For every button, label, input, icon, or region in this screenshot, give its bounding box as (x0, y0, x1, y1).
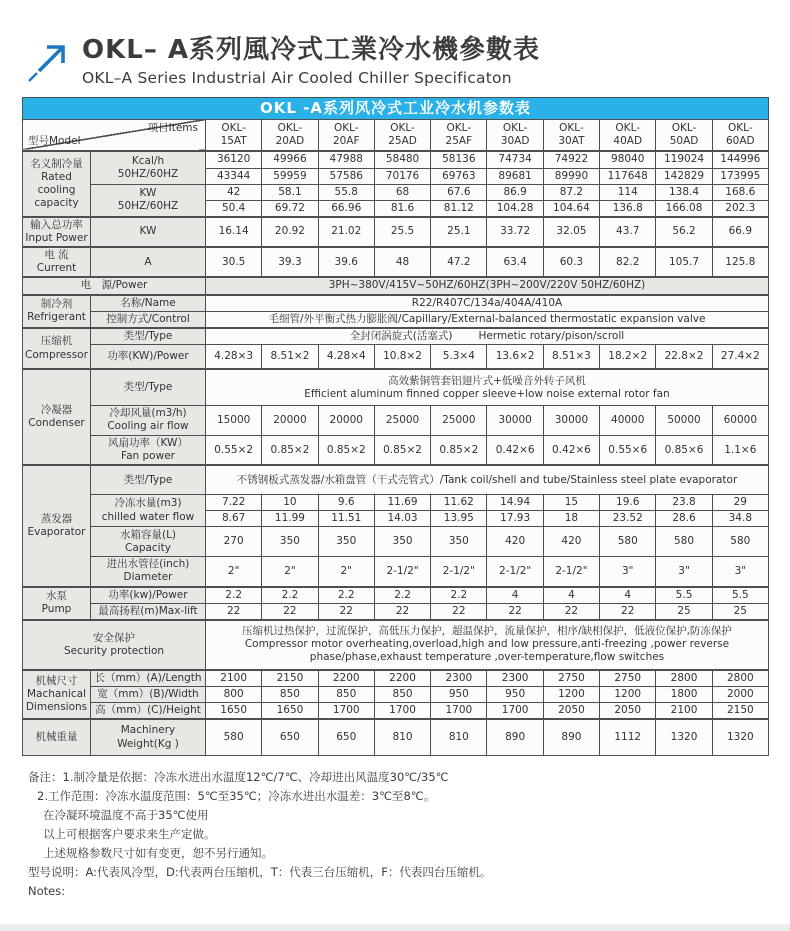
value-cell: 22 (374, 603, 430, 620)
row-item-label: Machinery Weight(Kg ) (91, 719, 206, 755)
table-row (23, 344, 769, 369)
row-item-label: Kcal/h 50HZ/60HZ (91, 151, 206, 184)
model-column-header: OKL- 15AT (206, 119, 262, 151)
value-cell: 15 (543, 494, 599, 510)
bottom-strip (0, 924, 790, 931)
value-cell: 1320 (712, 719, 768, 755)
value-cell: 125.8 (712, 247, 768, 277)
row-item-label: 类型/Type (91, 465, 206, 494)
value-cell: 5.5 (712, 587, 768, 604)
row-group-label: 蒸发器 Evaporator (23, 465, 91, 586)
row-group-label: 压缩机 Compressor (23, 328, 91, 370)
value-cell: 2" (262, 557, 318, 587)
value-cell: 30000 (487, 405, 543, 435)
document-header (0, 0, 790, 87)
value-cell: 25 (656, 603, 712, 620)
value-cell: 23.52 (600, 511, 656, 527)
row-group-label: 制冷剂 Refrigerant (23, 295, 91, 328)
value-cell: 1112 (600, 719, 656, 755)
note-line: 型号说明：A:代表风冷型，D:代表两台压缩机，T：代表三台压缩机，F：代表四台压缩机。 (28, 864, 492, 879)
row-item-label: KW 50HZ/60HZ (91, 184, 206, 217)
table-row (23, 527, 769, 557)
value-cell: 1650 (262, 703, 318, 720)
value-cell: 2-1/2" (487, 557, 543, 587)
value-cell: 0.55×6 (600, 435, 656, 465)
value-cell: 2800 (656, 670, 712, 687)
corner-cell (23, 119, 206, 151)
value-cell: 138.4 (656, 184, 712, 200)
merged-value-cell: 毛细管/外平衡式热力膨胀阀/Capillary/External-balanced thermostatic expansion valve (206, 311, 769, 328)
value-cell: 30.5 (206, 247, 262, 277)
value-cell: 0.85×2 (374, 435, 430, 465)
value-cell: 890 (543, 719, 599, 755)
table-row (23, 311, 769, 328)
row-item-label: 类型/Type (91, 328, 206, 345)
table-row (23, 620, 769, 670)
value-cell: 23.8 (656, 494, 712, 510)
row-item-label: 控制方式/Control (91, 311, 206, 328)
notes (28, 768, 790, 901)
table-row (23, 405, 769, 435)
row-item-label: 功率(KW)/Power (91, 344, 206, 369)
value-cell: 18 (543, 511, 599, 527)
row-item-label: 最高扬程(m)Max-lift (91, 603, 206, 620)
value-cell: 10 (262, 494, 318, 510)
value-cell: 39.3 (262, 247, 318, 277)
value-cell: 117648 (600, 168, 656, 184)
value-cell: 166.08 (656, 200, 712, 217)
model-column-header: OKL- 25AD (374, 119, 430, 151)
row-group-label: 电 源/Power (23, 277, 206, 294)
table-row (23, 217, 769, 247)
value-cell: 5.3×4 (431, 344, 487, 369)
corner-model-label: 型号Model (28, 135, 81, 148)
table-row (23, 151, 769, 168)
model-column-header: OKL- 20AD (262, 119, 318, 151)
value-cell: 10.8×2 (374, 344, 430, 369)
value-cell: 2.2 (374, 587, 430, 604)
value-cell: 350 (374, 527, 430, 557)
merged-value-cell: R22/R407C/134a/404A/410A (206, 295, 769, 312)
page-title: OKL– A系列風冷式工業冷水機參數表 (82, 35, 540, 65)
value-cell: 36120 (206, 151, 262, 168)
value-cell: 5.5 (656, 587, 712, 604)
value-cell: 15000 (206, 405, 262, 435)
value-cell: 11.62 (431, 494, 487, 510)
value-cell: 104.28 (487, 200, 543, 217)
value-cell: 13.6×2 (487, 344, 543, 369)
value-cell: 40000 (600, 405, 656, 435)
value-cell: 650 (262, 719, 318, 755)
value-cell: 58480 (374, 151, 430, 168)
model-header-row (23, 119, 769, 151)
value-cell: 2.2 (318, 587, 374, 604)
value-cell: 25000 (431, 405, 487, 435)
value-cell: 0.85×2 (318, 435, 374, 465)
value-cell: 950 (431, 687, 487, 703)
value-cell: 25000 (374, 405, 430, 435)
row-group-label: 冷凝器 Condenser (23, 369, 91, 465)
value-cell: 2750 (600, 670, 656, 687)
value-cell: 4.28×4 (318, 344, 374, 369)
value-cell: 2150 (712, 703, 768, 720)
row-item-label: 高（mm）(C)/Height (91, 703, 206, 720)
value-cell: 22 (543, 603, 599, 620)
value-cell: 2050 (600, 703, 656, 720)
table-row (23, 277, 769, 294)
value-cell: 81.12 (431, 200, 487, 217)
value-cell: 2200 (374, 670, 430, 687)
banner-row (23, 97, 769, 119)
merged-value-cell: 全封闭涡旋式(活塞式) Hermetic rotary/pison/scroll (206, 328, 769, 345)
value-cell: 1700 (318, 703, 374, 720)
value-cell: 2" (318, 557, 374, 587)
value-cell: 59959 (262, 168, 318, 184)
table-row (23, 328, 769, 345)
value-cell: 1800 (656, 687, 712, 703)
note-line: 2.工作范围：冷冻水温度范围：5℃至35℃；冷冻水进出水温差：3℃至8℃。 (37, 788, 436, 803)
value-cell: 4 (600, 587, 656, 604)
table-row (23, 603, 769, 620)
value-cell: 2300 (431, 670, 487, 687)
row-group-label: 机械重量 (23, 719, 91, 755)
value-cell: 67.6 (431, 184, 487, 200)
model-column-header: OKL- 20AF (318, 119, 374, 151)
value-cell: 48 (374, 247, 430, 277)
model-column-header: OKL- 60AD (712, 119, 768, 151)
value-cell: 13.95 (431, 511, 487, 527)
value-cell: 29 (712, 494, 768, 510)
value-cell: 28.6 (656, 511, 712, 527)
value-cell: 82.2 (600, 247, 656, 277)
row-item-label: A (91, 247, 206, 277)
value-cell: 850 (374, 687, 430, 703)
value-cell: 22 (487, 603, 543, 620)
value-cell: 47988 (318, 151, 374, 168)
value-cell: 2.2 (206, 587, 262, 604)
value-cell: 1.1×6 (712, 435, 768, 465)
value-cell: 8.67 (206, 511, 262, 527)
value-cell: 3" (712, 557, 768, 587)
value-cell: 89681 (487, 168, 543, 184)
value-cell: 57586 (318, 168, 374, 184)
value-cell: 142829 (656, 168, 712, 184)
table-row (23, 295, 769, 312)
table-row (23, 465, 769, 494)
model-column-header: OKL- 50AD (656, 119, 712, 151)
value-cell: 20.92 (262, 217, 318, 247)
value-cell: 2-1/2" (543, 557, 599, 587)
row-item-label: 宽（mm）(B)/Width (91, 687, 206, 703)
value-cell: 2100 (206, 670, 262, 687)
value-cell: 890 (487, 719, 543, 755)
value-cell: 2050 (543, 703, 599, 720)
value-cell: 1700 (431, 703, 487, 720)
value-cell: 56.2 (656, 217, 712, 247)
value-cell: 47.2 (431, 247, 487, 277)
page-subtitle: OKL–A Series Industrial Air Cooled Chiller Specificaton (82, 68, 512, 87)
row-item-label: 类型/Type (91, 369, 206, 405)
value-cell: 420 (487, 527, 543, 557)
table-row (23, 494, 769, 510)
value-cell: 114 (600, 184, 656, 200)
value-cell: 43.7 (600, 217, 656, 247)
value-cell: 1700 (487, 703, 543, 720)
value-cell: 580 (712, 527, 768, 557)
value-cell: 22.8×2 (656, 344, 712, 369)
table-row (23, 687, 769, 703)
table-row (23, 369, 769, 405)
value-cell: 580 (600, 527, 656, 557)
value-cell: 800 (206, 687, 262, 703)
value-cell: 60.3 (543, 247, 599, 277)
row-item-label: 名称/Name (91, 295, 206, 312)
value-cell: 119024 (656, 151, 712, 168)
value-cell: 69.72 (262, 200, 318, 217)
value-cell: 89990 (543, 168, 599, 184)
table-row (23, 247, 769, 277)
value-cell: 70176 (374, 168, 430, 184)
value-cell: 0.55×2 (206, 435, 262, 465)
value-cell: 27.4×2 (712, 344, 768, 369)
value-cell: 270 (206, 527, 262, 557)
value-cell: 11.99 (262, 511, 318, 527)
value-cell: 4 (487, 587, 543, 604)
value-cell: 3" (600, 557, 656, 587)
spec-table (22, 97, 769, 756)
note-line: 以上可根据客户要求来生产定做。 (43, 826, 216, 841)
value-cell: 11.51 (318, 511, 374, 527)
value-cell: 350 (318, 527, 374, 557)
table-row (23, 587, 769, 604)
value-cell: 420 (543, 527, 599, 557)
value-cell: 350 (262, 527, 318, 557)
value-cell: 810 (431, 719, 487, 755)
table-row (23, 670, 769, 687)
model-column-header: OKL- 40AD (600, 119, 656, 151)
value-cell: 50000 (656, 405, 712, 435)
value-cell: 14.94 (487, 494, 543, 510)
value-cell: 2800 (712, 670, 768, 687)
value-cell: 34.8 (712, 511, 768, 527)
note-line: 备注：1.制冷量是依据：冷冻水进出水温度12℃/7℃、冷却进出风温度30℃/35℃ (28, 769, 449, 784)
table-row (23, 703, 769, 720)
table-banner-title: OKL -A系列风冷式工业冷水机参数表 (23, 97, 769, 119)
merged-value-cell: 3PH~380V/415V~50HZ/60HZ(3PH~200V/220V 50HZ/60HZ) (206, 277, 769, 294)
value-cell: 105.7 (656, 247, 712, 277)
value-cell: 30000 (543, 405, 599, 435)
row-item-label: 冷却风量(m3/h) Cooling air flow (91, 405, 206, 435)
value-cell: 50.4 (206, 200, 262, 217)
value-cell: 66.96 (318, 200, 374, 217)
value-cell: 22 (318, 603, 374, 620)
note-line: Notes: (28, 883, 66, 898)
value-cell: 14.03 (374, 511, 430, 527)
value-cell: 580 (206, 719, 262, 755)
row-item-label: 冷冻水量(m3) chilled water flow (91, 494, 206, 526)
table-row (23, 557, 769, 587)
value-cell: 22 (262, 603, 318, 620)
merged-value-cell: 压缩机过热保护，过流保护，高低压力保护，超温保护，流量保护，相序/缺相保护，低液位保护,防冻保护 Compressor motor overheating,overload,high and low pressure,anti-freezing ,power reverse phase/phase,exhaust temperature ,over-temperature,flow switches (206, 620, 769, 670)
value-cell: 19.6 (600, 494, 656, 510)
corner-items-label: 项目Items (147, 121, 198, 134)
value-cell: 350 (431, 527, 487, 557)
table-row (23, 184, 769, 200)
row-group-label: 安全保护 Security protection (23, 620, 206, 670)
value-cell: 16.14 (206, 217, 262, 247)
value-cell: 4.28×3 (206, 344, 262, 369)
value-cell: 66.9 (712, 217, 768, 247)
value-cell: 25.1 (431, 217, 487, 247)
value-cell: 58.1 (262, 184, 318, 200)
row-item-label: 风扇功率（KW） Fan power (91, 435, 206, 465)
value-cell: 0.42×6 (543, 435, 599, 465)
value-cell: 58136 (431, 151, 487, 168)
value-cell: 68 (374, 184, 430, 200)
value-cell: 2" (206, 557, 262, 587)
row-group-label: 输入总功率 Input Power (23, 217, 91, 247)
value-cell: 2100 (656, 703, 712, 720)
value-cell: 2200 (318, 670, 374, 687)
value-cell: 87.2 (543, 184, 599, 200)
merged-value-cell: 不锈钢板式蒸发器/水箱盘管（干式壳管式）/Tank coil/shell and tube/Stainless steel plate evaporator (206, 465, 769, 494)
value-cell: 39.6 (318, 247, 374, 277)
value-cell: 63.4 (487, 247, 543, 277)
row-item-label: 功率(kw)/Power (91, 587, 206, 604)
value-cell: 20000 (262, 405, 318, 435)
value-cell: 2150 (262, 670, 318, 687)
value-cell: 1650 (206, 703, 262, 720)
row-item-label: 水箱容量(L) Capacity (91, 527, 206, 557)
row-group-label: 机械尺寸 Machanical Dimensions (23, 670, 91, 719)
value-cell: 33.72 (487, 217, 543, 247)
value-cell: 850 (318, 687, 374, 703)
value-cell: 86.9 (487, 184, 543, 200)
value-cell: 2300 (487, 670, 543, 687)
value-cell: 168.6 (712, 184, 768, 200)
value-cell: 22 (431, 603, 487, 620)
value-cell: 22 (206, 603, 262, 620)
value-cell: 2.2 (262, 587, 318, 604)
value-cell: 55.8 (318, 184, 374, 200)
value-cell: 98040 (600, 151, 656, 168)
value-cell: 81.6 (374, 200, 430, 217)
value-cell: 8.51×2 (262, 344, 318, 369)
value-cell: 11.69 (374, 494, 430, 510)
value-cell: 950 (487, 687, 543, 703)
value-cell: 3" (656, 557, 712, 587)
value-cell: 2-1/2" (431, 557, 487, 587)
value-cell: 9.6 (318, 494, 374, 510)
value-cell: 42 (206, 184, 262, 200)
value-cell: 2000 (712, 687, 768, 703)
arrow-logo-icon (24, 40, 70, 86)
value-cell: 17.93 (487, 511, 543, 527)
value-cell: 810 (374, 719, 430, 755)
value-cell: 650 (318, 719, 374, 755)
table-row (23, 719, 769, 755)
row-item-label: 进出水管径(inch) Diameter (91, 557, 206, 587)
row-group-label: 电 流 Current (23, 247, 91, 277)
value-cell: 173995 (712, 168, 768, 184)
table-row (23, 435, 769, 465)
row-item-label: KW (91, 217, 206, 247)
value-cell: 136.8 (600, 200, 656, 217)
value-cell: 0.85×2 (431, 435, 487, 465)
value-cell: 1200 (600, 687, 656, 703)
value-cell: 1200 (543, 687, 599, 703)
value-cell: 8.51×3 (543, 344, 599, 369)
row-group-label: 名义制冷量 Rated cooling capacity (23, 151, 91, 217)
value-cell: 25 (712, 603, 768, 620)
note-line: 上述规格参数尺寸如有变更，恕不另行通知。 (43, 845, 273, 860)
value-cell: 580 (656, 527, 712, 557)
value-cell: 74734 (487, 151, 543, 168)
value-cell: 0.85×6 (656, 435, 712, 465)
model-column-header: OKL- 30AT (543, 119, 599, 151)
model-column-header: OKL- 25AF (431, 119, 487, 151)
value-cell: 0.85×2 (262, 435, 318, 465)
row-group-label: 水泵 Pump (23, 587, 91, 620)
note-line: 在冷凝环境温度不高于35℃使用 (43, 807, 209, 822)
value-cell: 144996 (712, 151, 768, 168)
value-cell: 22 (600, 603, 656, 620)
value-cell: 1320 (656, 719, 712, 755)
value-cell: 850 (262, 687, 318, 703)
model-column-header: OKL- 30AD (487, 119, 543, 151)
row-item-label: 长（mm）(A)/Length (91, 670, 206, 687)
value-cell: 25.5 (374, 217, 430, 247)
value-cell: 74922 (543, 151, 599, 168)
value-cell: 43344 (206, 168, 262, 184)
value-cell: 49966 (262, 151, 318, 168)
value-cell: 2750 (543, 670, 599, 687)
value-cell: 2.2 (431, 587, 487, 604)
value-cell: 0.42×6 (487, 435, 543, 465)
merged-value-cell: 高效紫铜管套铝翅片式+低噪音外转子风机 Efficient aluminum finned copper sleeve+low noise external rotor fan (206, 369, 769, 405)
value-cell: 18.2×2 (600, 344, 656, 369)
value-cell: 7.22 (206, 494, 262, 510)
value-cell: 202.3 (712, 200, 768, 217)
value-cell: 20000 (318, 405, 374, 435)
value-cell: 32.05 (543, 217, 599, 247)
value-cell: 1700 (374, 703, 430, 720)
value-cell: 21.02 (318, 217, 374, 247)
value-cell: 104.64 (543, 200, 599, 217)
value-cell: 69763 (431, 168, 487, 184)
value-cell: 60000 (712, 405, 768, 435)
value-cell: 4 (543, 587, 599, 604)
value-cell: 2-1/2" (374, 557, 430, 587)
